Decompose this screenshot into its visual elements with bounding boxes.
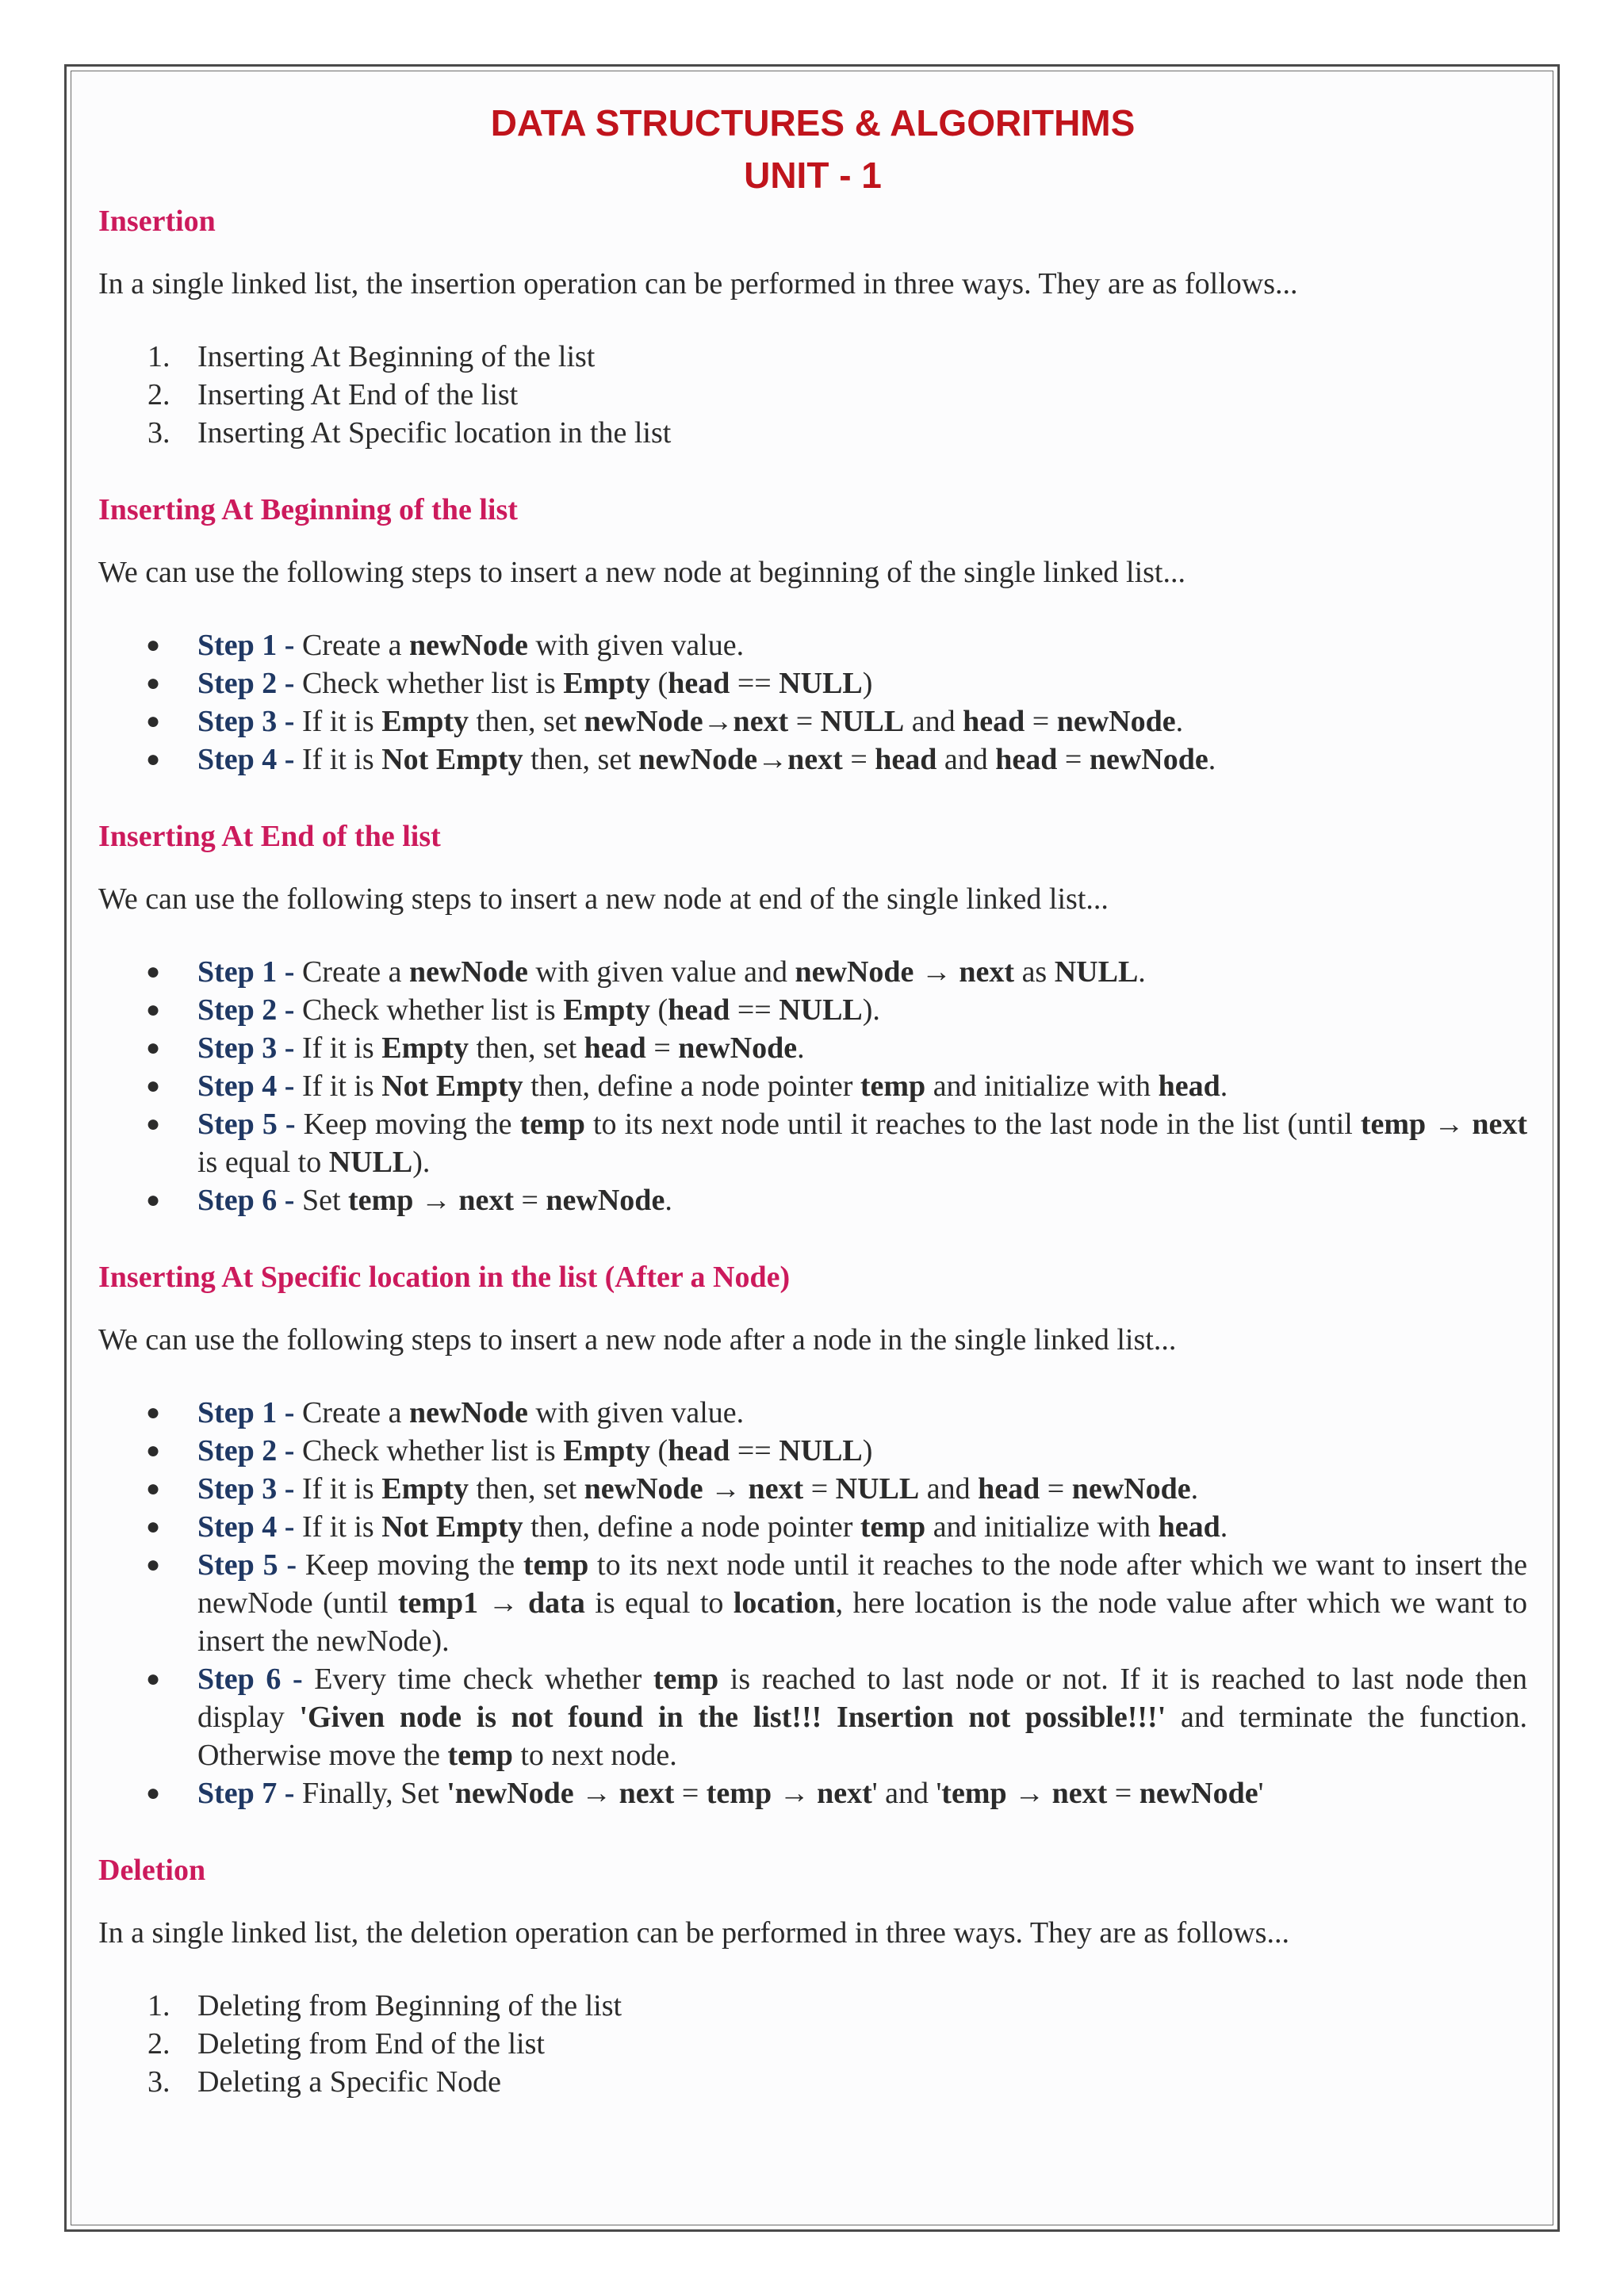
step-text: ). — [412, 1146, 431, 1179]
step-text: Finally, Set — [301, 1777, 447, 1810]
step-item — [98, 626, 1527, 664]
step-item — [98, 1470, 1527, 1508]
bold-term: head — [1158, 1510, 1220, 1544]
heading-insert-specific: Inserting At Specific location in the list (After a Node) — [98, 1261, 791, 1294]
step-item — [98, 1508, 1527, 1546]
bold-term: temp — [519, 1108, 585, 1141]
bold-term: newNode→next — [584, 705, 789, 738]
insertion-intro: In a single linked list, the insertion operation can be performed in three ways. They are as follows... — [98, 267, 1298, 300]
insert-specific-steps — [98, 1394, 1527, 1812]
step-label: Step 2 - — [197, 667, 302, 700]
step-text: is equal to — [197, 1146, 329, 1179]
bold-term: Empty — [381, 705, 469, 738]
step-text: Check whether list is — [301, 993, 564, 1027]
bold-term: head — [584, 1031, 646, 1065]
step-text: and terminate the function. Otherwise move the — [197, 1701, 1527, 1772]
step-text: If it is — [301, 1070, 382, 1103]
step-text: . — [1208, 743, 1216, 776]
bold-term: head — [668, 667, 730, 700]
bold-term: temp — [860, 1070, 926, 1103]
bold-term: newNode → next — [795, 955, 1015, 989]
bold-term: newNode — [408, 1396, 528, 1429]
step-text: with given value. — [527, 1396, 745, 1429]
bold-term: Empty — [381, 1031, 469, 1065]
heading-deletion: Deletion — [98, 1854, 206, 1887]
bold-term: newNode → next — [584, 1472, 804, 1506]
step-text: ( — [650, 667, 668, 700]
title-line-2: UNIT - 1 — [744, 155, 882, 196]
step-label: Step 5 - — [197, 1548, 305, 1582]
list-item: 2. Deleting from End of the list — [147, 2027, 545, 2061]
step-label: Step 1 - — [197, 955, 302, 989]
bold-term: Not Empty — [381, 1510, 523, 1544]
bold-term: temp — [860, 1510, 926, 1544]
bold-term: head — [668, 993, 730, 1027]
bold-term: temp — [653, 1663, 719, 1696]
heading-insertion: Insertion — [98, 205, 216, 238]
step-item — [98, 1774, 1527, 1812]
step-text: as — [1014, 955, 1055, 989]
step-label: Step 2 - — [197, 1434, 302, 1468]
bullet-icon: ● — [146, 1437, 161, 1464]
bullet-icon: ● — [146, 1552, 161, 1578]
bold-term: Empty — [563, 1434, 651, 1468]
bold-term: head — [978, 1472, 1040, 1506]
step-item — [98, 1394, 1527, 1432]
step-text: = — [513, 1184, 546, 1217]
bold-term: head — [668, 1434, 730, 1468]
bold-term: head — [995, 743, 1058, 776]
bullet-icon: ● — [146, 1666, 161, 1692]
step-label: Step 3 - — [197, 1031, 302, 1065]
step-text: == — [730, 667, 779, 700]
step-label: Step 1 - — [197, 629, 302, 662]
step-text: to its next node until it reaches to the node after which we want to insert the newNode (until — [197, 1548, 1528, 1620]
step-text: is reached to last node or not. If it is reached to last node then display — [197, 1663, 1527, 1734]
bullet-icon: ● — [146, 1073, 161, 1099]
step-text: Check whether list is — [301, 667, 564, 700]
step-label: Step 1 - — [197, 1396, 302, 1429]
step-text: and — [919, 1472, 979, 1506]
step-item — [98, 740, 1527, 779]
list-item: 2. Inserting At End of the list — [147, 378, 519, 411]
insert-beginning-steps — [98, 626, 1527, 779]
bold-term: temp → next — [706, 1777, 872, 1810]
bullet-icon: ● — [146, 1111, 161, 1137]
step-text: Keep moving the — [303, 1108, 520, 1141]
heading-insert-end: Inserting At End of the list — [98, 820, 441, 853]
step-text: is equal to — [584, 1586, 733, 1620]
bold-term: temp → next — [1360, 1108, 1527, 1141]
bullet-icon: ● — [146, 746, 161, 772]
step-text: = — [842, 743, 875, 776]
step-text: Set — [301, 1184, 349, 1217]
bold-term: temp1 → data — [397, 1586, 585, 1620]
step-label: Step 4 - — [197, 1070, 302, 1103]
step-text: = — [1025, 705, 1057, 738]
bold-term: NULL — [779, 667, 863, 700]
bold-term: temp — [523, 1548, 589, 1582]
step-text: = — [645, 1031, 679, 1065]
step-text: ' and ' — [871, 1777, 942, 1810]
bold-term: head — [963, 705, 1025, 738]
step-text: = — [674, 1777, 707, 1810]
insert-specific-intro: We can use the following steps to insert a new node after a node in the single linked list... — [98, 1323, 1177, 1357]
bullet-icon: ● — [146, 1399, 161, 1425]
step-text: Keep moving the — [304, 1548, 523, 1582]
step-item — [98, 702, 1527, 740]
step-label: Step 2 - — [197, 993, 302, 1027]
bold-term: temp — [447, 1739, 513, 1772]
bullet-icon: ● — [146, 708, 161, 734]
step-text: with given value. — [527, 629, 745, 662]
bullet-icon: ● — [146, 670, 161, 696]
step-text: then, set — [469, 705, 584, 738]
step-item — [98, 953, 1527, 991]
step-text: ( — [650, 993, 668, 1027]
bold-term: temp → next — [941, 1777, 1108, 1810]
step-text: = — [1057, 743, 1090, 776]
step-text: . — [1220, 1070, 1228, 1103]
bold-term: NULL — [820, 705, 905, 738]
step-text: Create a — [301, 629, 409, 662]
bold-term: newNode — [1089, 743, 1208, 776]
bold-term: 'newNode → next — [446, 1777, 675, 1810]
step-text: If it is — [301, 1031, 382, 1065]
step-label: Step 6 - — [197, 1184, 302, 1217]
document-body — [98, 97, 1527, 2101]
bold-term: newNode — [1056, 705, 1176, 738]
step-text: If it is — [301, 1472, 382, 1506]
bullet-icon: ● — [146, 1035, 161, 1061]
step-text: ( — [650, 1434, 668, 1468]
step-text: ). — [862, 993, 880, 1027]
step-text: . — [797, 1031, 805, 1065]
bold-term: Not Empty — [381, 743, 523, 776]
step-text: Every time check whether — [314, 1663, 653, 1696]
step-label: Step 3 - — [197, 705, 302, 738]
bullet-icon: ● — [146, 1187, 161, 1213]
bold-term: 'Given node is not found in the list!!! Insertion not possible!!!' — [299, 1701, 1166, 1734]
bold-term: temp → next — [348, 1184, 514, 1217]
bold-term: newNode→next — [638, 743, 843, 776]
bold-term: newNode — [546, 1184, 665, 1217]
step-text: == — [730, 1434, 779, 1468]
step-text: . — [1190, 1472, 1199, 1506]
bullet-icon: ● — [146, 997, 161, 1023]
step-item — [98, 1029, 1527, 1067]
step-text: If it is — [301, 743, 382, 776]
bold-term: newNode — [408, 629, 528, 662]
step-item — [98, 1660, 1527, 1774]
bold-term: newNode — [1071, 1472, 1191, 1506]
step-text: == — [730, 993, 779, 1027]
step-text: = — [788, 705, 821, 738]
step-text: = — [803, 1472, 836, 1506]
step-text: . — [665, 1184, 672, 1217]
bold-term: NULL — [1054, 955, 1139, 989]
bold-term: NULL — [779, 993, 863, 1027]
bullet-icon: ● — [146, 959, 161, 985]
bold-term: Empty — [381, 1472, 469, 1506]
list-item: 3. Inserting At Specific location in the list — [147, 416, 672, 450]
step-text: . — [1175, 705, 1184, 738]
document-title — [98, 97, 1527, 201]
step-label: Step 6 - — [197, 1663, 315, 1696]
step-text: and — [936, 743, 996, 776]
step-text: then, set — [469, 1031, 584, 1065]
step-text: to its next node until it reaches to the last node in the list (until — [584, 1108, 1361, 1141]
step-item — [98, 1546, 1527, 1660]
bold-term: head — [1158, 1070, 1220, 1103]
bold-term: location — [733, 1586, 836, 1620]
step-label: Step 4 - — [197, 1510, 302, 1544]
step-item — [98, 1432, 1527, 1470]
step-text: Check whether list is — [301, 1434, 564, 1468]
list-item: 1. Inserting At Beginning of the list — [147, 340, 596, 373]
step-text: = — [1107, 1777, 1139, 1810]
step-text: then, define a node pointer — [523, 1070, 860, 1103]
deletion-types-list — [98, 1987, 1527, 2101]
step-text: Create a — [301, 955, 409, 989]
bullet-icon: ● — [146, 1780, 161, 1806]
heading-insert-beginning: Inserting At Beginning of the list — [98, 493, 518, 526]
step-label: Step 5 - — [197, 1108, 304, 1141]
step-item — [98, 1105, 1527, 1181]
bold-term: NULL — [328, 1146, 413, 1179]
step-item — [98, 1181, 1527, 1219]
step-text: and — [904, 705, 963, 738]
step-text: with given value and — [527, 955, 795, 989]
bold-term: newNode — [678, 1031, 798, 1065]
step-text: then, set — [469, 1472, 584, 1506]
bold-term: NULL — [779, 1434, 863, 1468]
step-text: then, set — [523, 743, 639, 776]
bold-term: Empty — [563, 993, 651, 1027]
step-label: Step 4 - — [197, 743, 302, 776]
step-text: . — [1220, 1510, 1228, 1544]
step-text: If it is — [301, 1510, 382, 1544]
step-item — [98, 664, 1527, 702]
deletion-intro: In a single linked list, the deletion operation can be performed in three ways. They are as follows... — [98, 1916, 1289, 1950]
step-text: If it is — [301, 705, 382, 738]
bold-term: newNode — [1139, 1777, 1258, 1810]
step-text: ) — [862, 667, 873, 700]
bold-term: Not Empty — [381, 1070, 523, 1103]
step-text: and initialize with — [925, 1510, 1159, 1544]
list-item: 3. Deleting a Specific Node — [147, 2065, 502, 2099]
bold-term: head — [875, 743, 937, 776]
step-text: and initialize with — [925, 1070, 1159, 1103]
step-text: . — [1138, 955, 1146, 989]
insert-end-steps — [98, 953, 1527, 1219]
bullet-icon: ● — [146, 1513, 161, 1540]
step-text: Create a — [301, 1396, 409, 1429]
bullet-icon: ● — [146, 1475, 161, 1502]
step-item — [98, 991, 1527, 1029]
bold-term: newNode — [408, 955, 528, 989]
step-label: Step 3 - — [197, 1472, 302, 1506]
step-label: Step 7 - — [197, 1777, 302, 1810]
step-text: = — [1040, 1472, 1072, 1506]
step-text: to next node. — [512, 1739, 677, 1772]
insert-beginning-intro: We can use the following steps to insert a new node at beginning of the single linked list... — [98, 556, 1185, 589]
step-text: ) — [862, 1434, 873, 1468]
bold-term: NULL — [835, 1472, 920, 1506]
insert-end-intro: We can use the following steps to insert a new node at end of the single linked list... — [98, 882, 1109, 916]
step-text: ' — [1258, 1777, 1264, 1810]
title-line-1: DATA STRUCTURES & ALGORITHMS — [490, 102, 1136, 144]
step-text: , here location is the node value after which we want to insert the newNode). — [197, 1586, 1527, 1658]
step-text: then, define a node pointer — [523, 1510, 860, 1544]
insertion-types-list — [98, 338, 1527, 452]
bold-term: Empty — [563, 667, 651, 700]
step-item — [98, 1067, 1527, 1105]
bullet-icon: ● — [146, 632, 161, 658]
list-item: 1. Deleting from Beginning of the list — [147, 1989, 622, 2022]
